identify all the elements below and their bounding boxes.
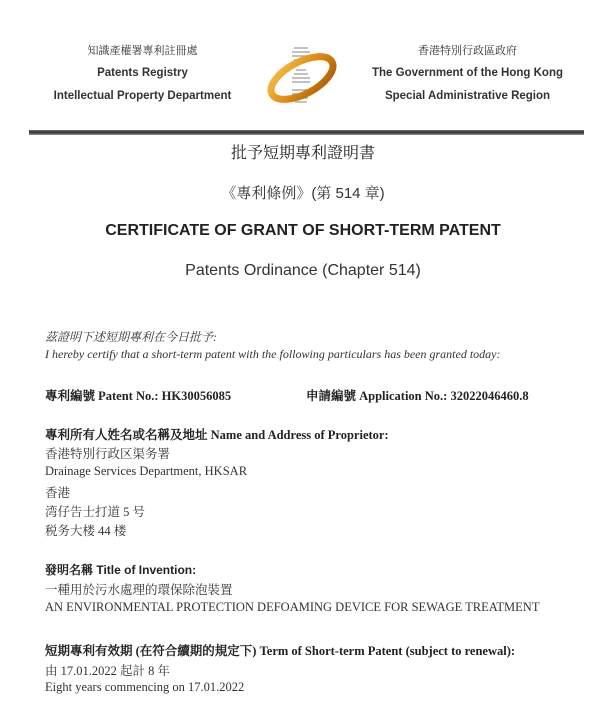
invention-title-english: AN ENVIRONMENTAL PROTECTION DEFOAMING DEVICE FOR SEWAGE TREATMENT [45,600,540,614]
header-left-line2: Intellectual Property Department [53,90,232,102]
header-divider [29,130,584,135]
header-left-line1: Patents Registry [97,67,188,79]
header-left-chinese: 知識產權署專利註冊處 [87,45,198,57]
proprietor-label: 專利所有人姓名或名稱及地址 Name and Address of Proprietor: [45,428,389,442]
patent-number [45,386,231,404]
term-chinese: 由 17.01.2022 起計 8 年 [45,664,171,678]
proprietor-line: 香港 [45,486,71,500]
certificate-title: CERTIFICATE OF GRANT OF SHORT-TERM PATENT [105,222,501,239]
certify-english: I hereby certify that a short-term patent with the following particulars has been granted today: [45,347,501,361]
term-label: 短期專利有效期 (在符合續期的規定下) Term of Short-term Patent (subject to renewal): [45,644,516,658]
term-english: Eight years commencing on 17.01.2022 [45,680,245,694]
proprietor-line: Drainage Services Department, HKSAR [45,464,248,478]
certify-chinese: 茲證明下述短期專利在今日批予: [45,330,217,344]
proprietor-line: 税务大楼 44 楼 [45,524,127,538]
proprietor-line: 香港特別行政区渠务署 [45,447,171,461]
title-chinese: 批予短期專利證明書 [230,145,375,162]
application-number-label: 申請編號 Application No.: [306,389,448,403]
patent-number-label: 專利編號 Patent No.: [45,389,159,403]
application-number [306,386,529,404]
hksar-logo-icon [262,44,342,110]
invention-title-chinese: 一種用於污水處理的環保除泡裝置 [45,583,233,597]
ordinance-chinese: 《專利條例》(第 514 章) [221,185,385,202]
header-right-line2: Special Administrative Region [384,90,551,102]
invention-label: 發明名稱 Title of Invention: [45,563,197,577]
header-right-line1: The Government of the Hong Kong [371,67,564,79]
proprietor-line: 湾仔告士打道 5 号 [45,505,146,519]
application-number-value: 32022046460.8 [450,389,529,403]
header-right-chinese: 香港特別行政區政府 [418,45,517,57]
patent-number-value: HK30056085 [161,389,232,403]
ordinance-english: Patents Ordinance (Chapter 514) [185,262,421,279]
